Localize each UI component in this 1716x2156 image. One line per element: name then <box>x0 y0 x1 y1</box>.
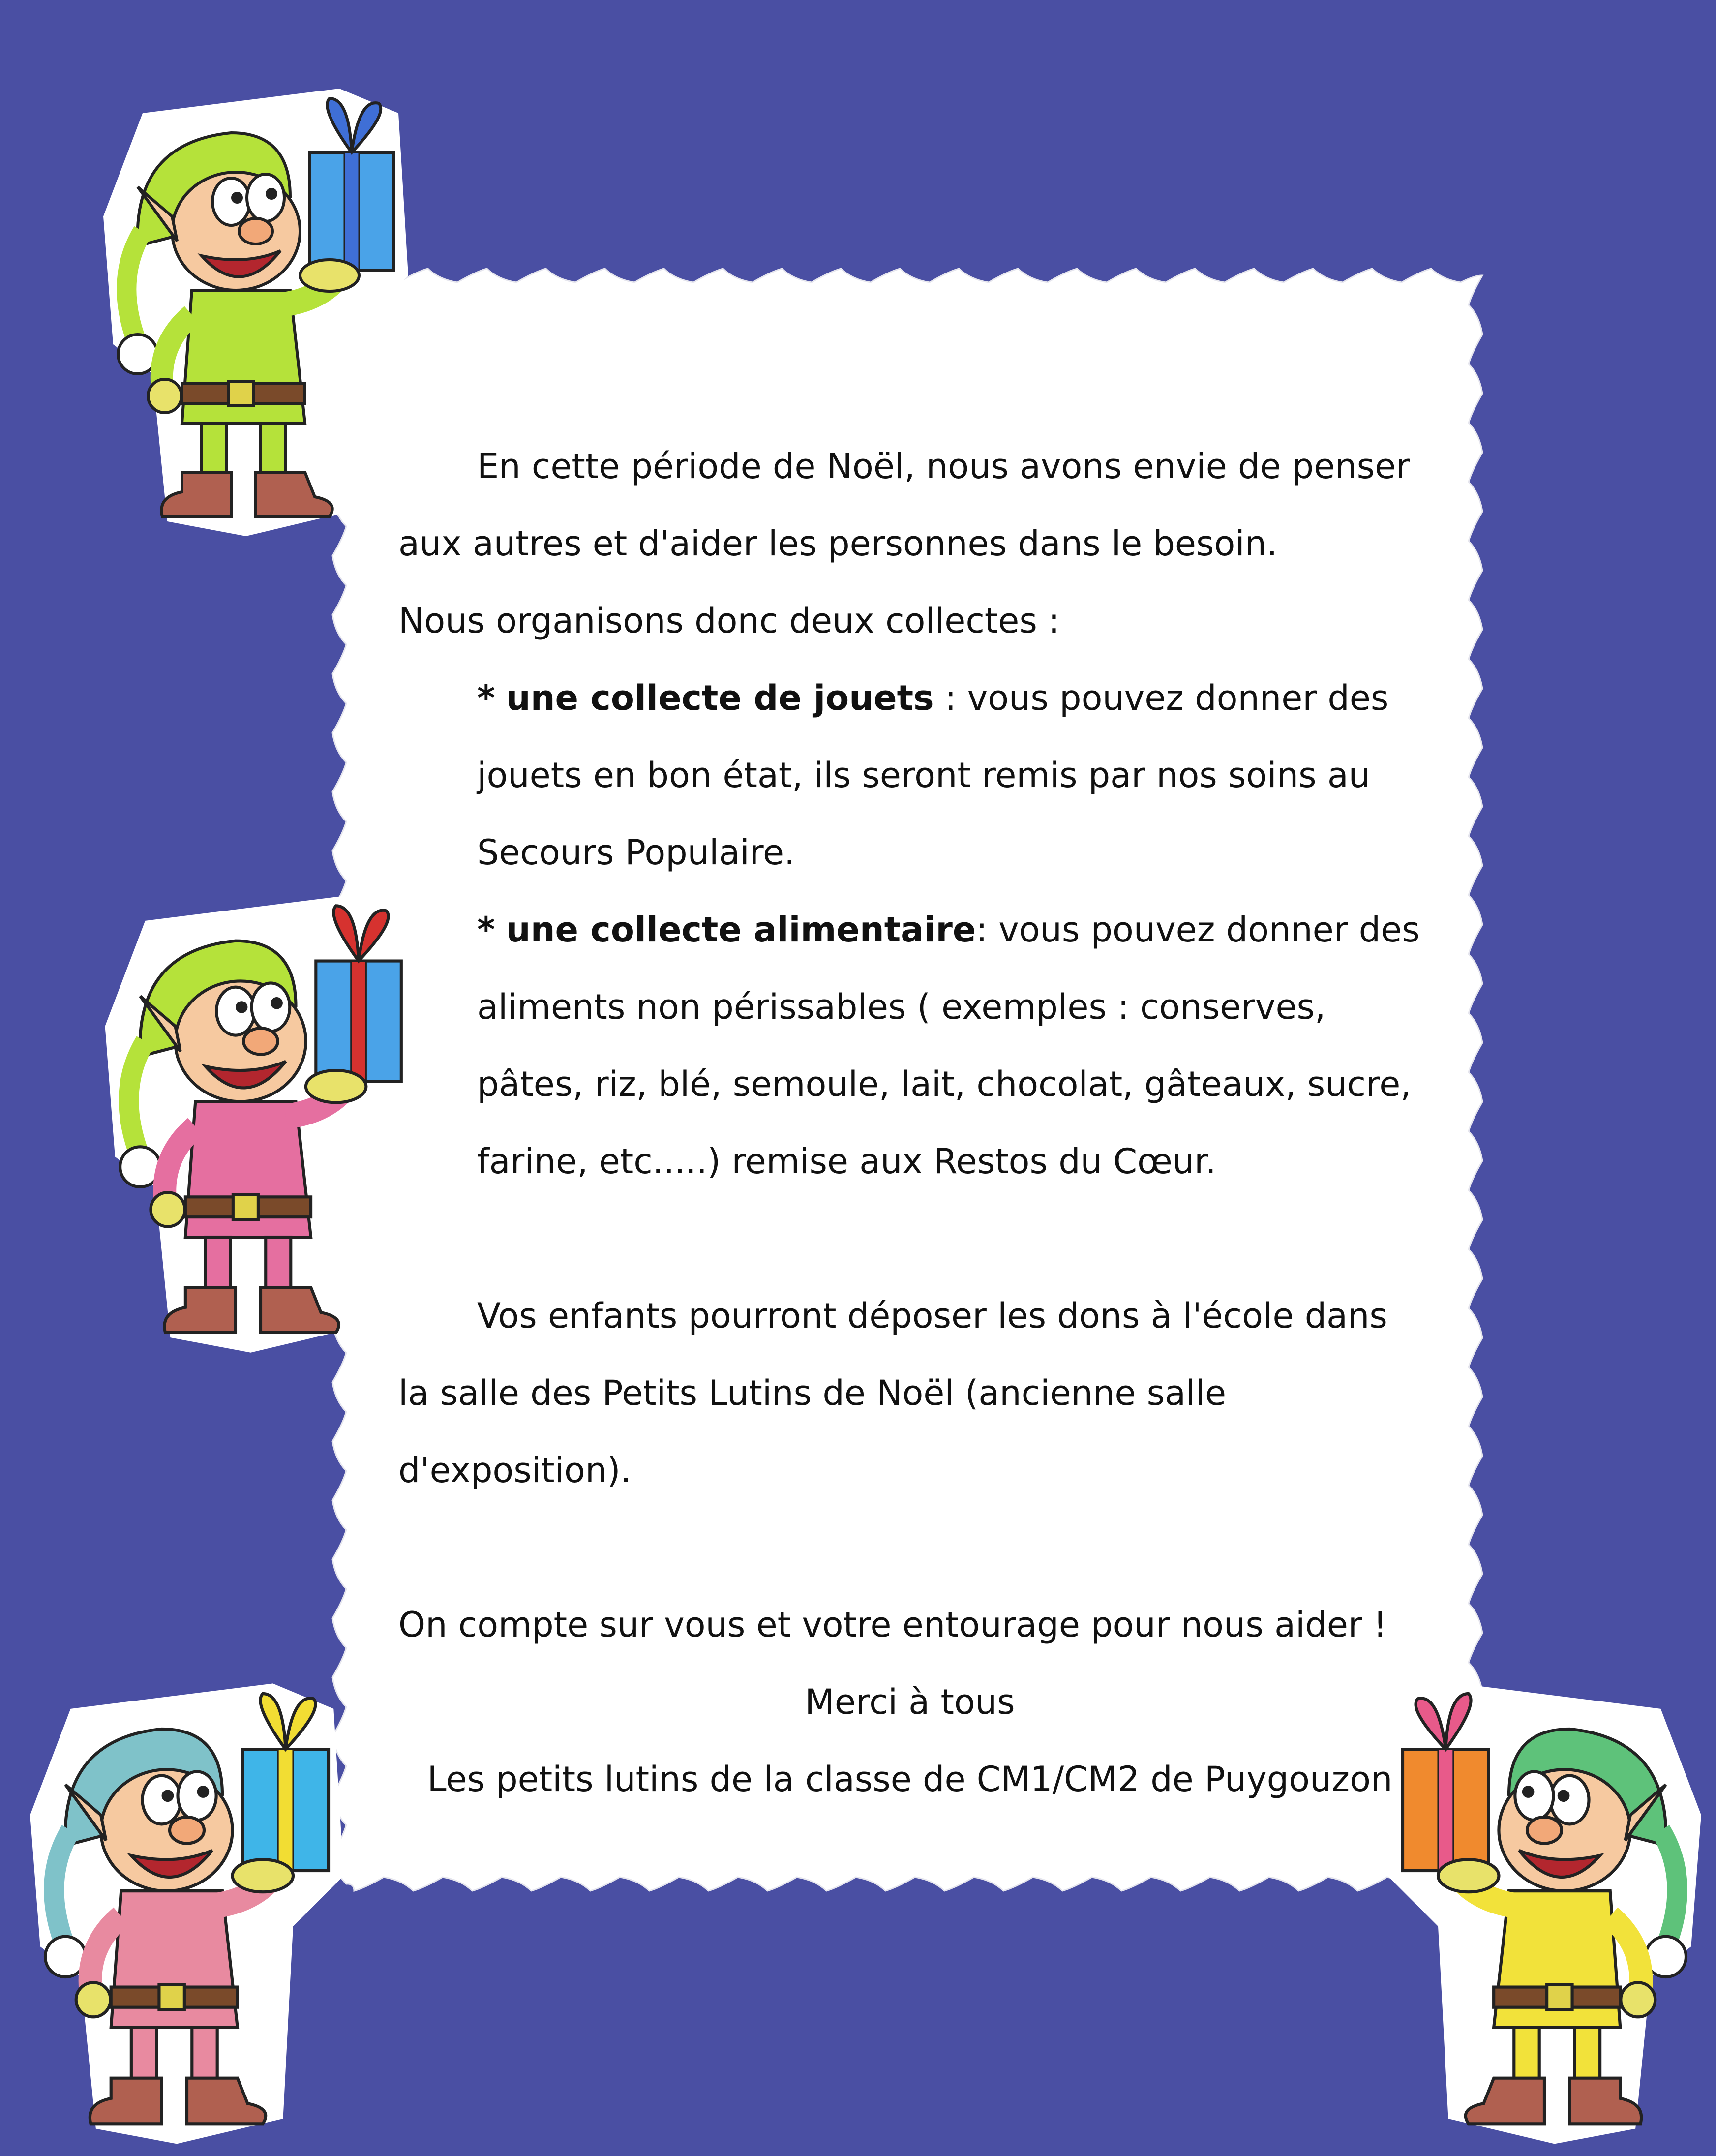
toys-collection-text: : vous pouvez donner des jouets en bon état, ils seront remis par nos soins au Secours Populaire. <box>477 678 1389 873</box>
hand-left <box>1621 1982 1655 2017</box>
pupil-left <box>1558 1790 1570 1802</box>
belt-buckle <box>229 381 253 406</box>
gift-ribbon <box>351 961 366 1082</box>
letter-body <box>398 428 1421 1818</box>
leg-right <box>1514 2028 1539 2083</box>
elf-middle-left <box>84 876 438 1358</box>
food-marker: * <box>477 910 495 950</box>
gift-ribbon <box>344 152 359 271</box>
eye-right <box>1515 1771 1553 1820</box>
nose <box>1527 1817 1562 1843</box>
pupil-left <box>162 1790 174 1802</box>
pupil-left <box>231 192 243 204</box>
eye-right <box>252 983 290 1031</box>
hand-right <box>233 1859 293 1892</box>
pupil-right <box>1522 1786 1535 1798</box>
eye-left <box>1550 1776 1589 1824</box>
leg-left <box>131 2028 156 2083</box>
elf-bottom-left <box>10 1663 364 2150</box>
pupil-right <box>271 997 283 1009</box>
dropoff-paragraph: Vos enfants pourront déposer les dons à l'école dans la salle des Petits Lutins de Noël (ancienne salle d'exposition). <box>398 1296 1387 1490</box>
leg-left <box>1575 2028 1600 2083</box>
toys-marker: * <box>477 678 495 718</box>
thanks-line: Merci à tous <box>805 1682 1015 1722</box>
nose <box>243 1028 277 1054</box>
nose <box>239 218 272 244</box>
elf-top-left <box>84 69 428 541</box>
eye-right <box>178 1771 216 1820</box>
hand-right <box>300 260 359 291</box>
hand-left <box>151 1192 184 1226</box>
belt-buckle <box>233 1194 258 1219</box>
signature-line: Les petits lutins de la classe de CM1/CM2 de Puygouzon <box>427 1759 1393 1799</box>
toys-collection-title: une collecte de jouets <box>506 678 934 718</box>
hand-left <box>76 1982 111 2017</box>
appeal-line: On compte sur vous et votre entourage pour nous aider ! <box>398 1605 1387 1645</box>
pupil-right <box>197 1786 210 1798</box>
gift-ribbon <box>278 1749 293 1871</box>
leg-right <box>266 1237 291 1292</box>
hand-right <box>306 1070 366 1102</box>
eye-right <box>247 174 284 221</box>
eye-left <box>142 1776 181 1824</box>
eye-left <box>212 178 250 225</box>
pupil-right <box>266 188 277 200</box>
leg-left <box>206 1237 231 1292</box>
leg-left <box>202 423 226 477</box>
food-collection-item <box>398 891 1421 1200</box>
food-collection-text: : vous pouvez donner des aliments non périssables ( exemples : conserves, pâtes, riz, blé, semoule, lait, chocolat, gâteaux, sucre, farine, etc.....) remise aux Restos du Cœur. <box>477 910 1420 1182</box>
leg-right <box>261 423 285 477</box>
eye-left <box>216 987 255 1035</box>
collections-intro: Nous organisons donc deux collectes : <box>398 601 1060 641</box>
food-collection-title: une collecte alimentaire <box>506 910 976 950</box>
hand-left <box>148 379 181 413</box>
intro-paragraph: En cette période de Noël, nous avons envie de penser aux autres et d'aider les personnes dans le besoin. <box>398 446 1410 564</box>
leg-right <box>192 2028 217 2083</box>
toys-collection-item <box>398 660 1421 891</box>
pupil-left <box>236 1001 248 1013</box>
belt-buckle <box>159 1984 184 2009</box>
nose <box>170 1817 204 1843</box>
belt-buckle <box>1547 1984 1572 2009</box>
gift-ribbon <box>1438 1749 1453 1871</box>
hand-right <box>1438 1859 1499 1892</box>
